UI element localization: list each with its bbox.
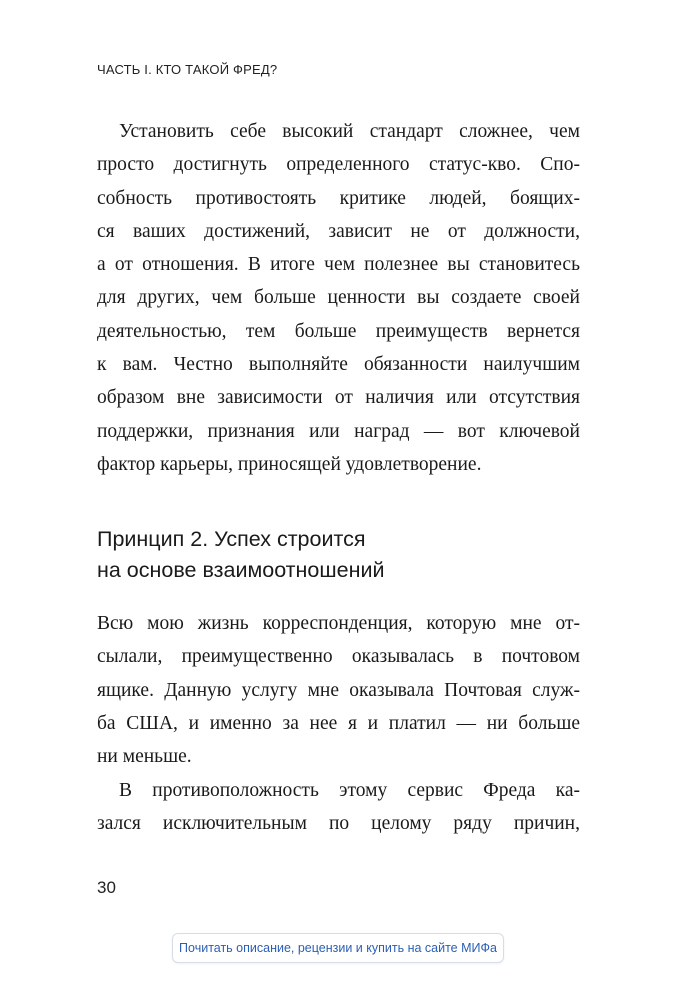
paragraph-line: зался исключительным по целому ряду причин, (97, 813, 580, 835)
paragraph-line: к вам. Честно выполняйте обязанности наилучшим (97, 354, 580, 376)
paragraph-line: а от отношения. В итоге чем полезнее вы становитесь (97, 254, 580, 276)
paragraph-line: ни меньше. (97, 746, 192, 768)
paragraph-line: Установить себе высокий стандарт сложнее, чем (119, 121, 580, 142)
running-head: ЧАСТЬ I. КТО ТАКОЙ ФРЕД? (97, 62, 278, 77)
paragraph-line: просто достигнуть определенного статус-кво. Спо- (97, 154, 580, 176)
section-heading-line-2: на основе взаимоотношений (97, 558, 385, 582)
paragraph-line: фактор карьеры, приносящей удовлетворение. (97, 453, 482, 475)
paragraph-line: ящике. Данную услугу мне оказывала Почтовая служ- (97, 679, 580, 701)
paragraph-line: Всю мою жизнь корреспонденция, которую мне от- (97, 613, 580, 634)
paragraph-2 (97, 607, 580, 773)
buy-on-mif-link[interactable]: Почитать описание, рецензии и купить на сайте МИФа (172, 933, 504, 963)
paragraph-line: для других, чем больше ценности вы создаете своей (97, 287, 580, 309)
paragraph-line: образом вне зависимости от наличия или отсутствия (97, 387, 580, 409)
paragraph-3 (97, 774, 580, 841)
paragraph-line: ба США, и именно за нее я и платил — ни больше (97, 712, 580, 734)
paragraph-1 (97, 115, 580, 481)
paragraph-line: деятельностью, тем больше преимуществ вернется (97, 320, 580, 342)
paragraph-line: ся ваших достижений, зависит не от должности, (97, 220, 580, 242)
section-heading (97, 524, 580, 586)
section-heading-line-1: Принцип 2. Успех строится (97, 527, 366, 551)
paragraph-line: сылали, преимущественно оказывалась в почтовом (97, 646, 580, 668)
paragraph-line: собность противостоять критике людей, боящих- (97, 187, 580, 209)
paragraph-line: поддержки, признания или наград — вот ключевой (97, 420, 580, 442)
paragraph-line: В противоположность этому сервис Фреда ка- (119, 780, 580, 801)
page-number: 30 (97, 878, 116, 897)
